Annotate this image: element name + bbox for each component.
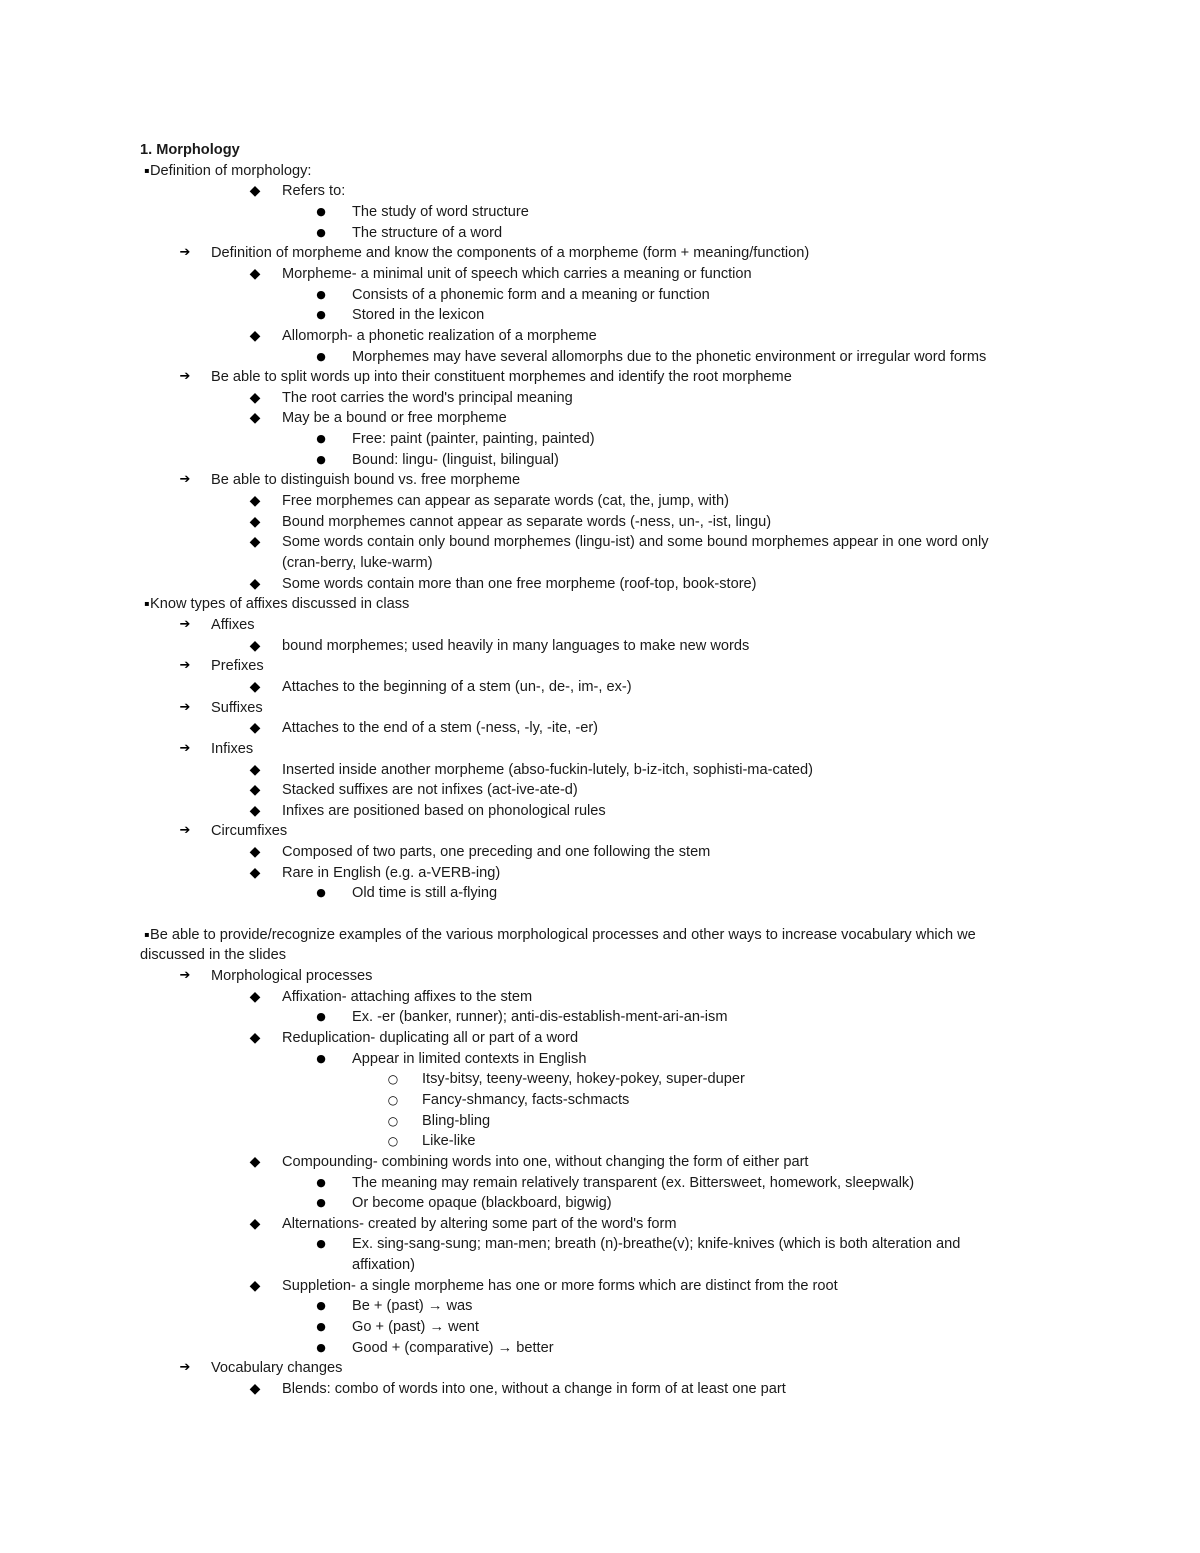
line-text: Definition of morphology: bbox=[150, 162, 312, 179]
line-text: The meaning may remain relatively transparent (ex. Bittersweet, homework, sleepwalk) bbox=[352, 1174, 915, 1191]
ring-bullet-icon: ○ bbox=[387, 1113, 399, 1128]
arrow-bullet-icon: ➔ bbox=[179, 472, 191, 488]
diamond-bullet-icon: ◆ bbox=[249, 513, 261, 530]
ring-bullet-icon: ○ bbox=[387, 1134, 399, 1149]
diamond-bullet-icon: ◆ bbox=[249, 1215, 261, 1232]
line-text: Itsy-bitsy, teeny-weeny, hokey-pokey, super-duper bbox=[422, 1071, 745, 1088]
line-text: Suppletion- a single morpheme has one or more forms which are distinct from the root bbox=[282, 1277, 838, 1294]
line-text: Prefixes bbox=[211, 658, 264, 675]
diamond-bullet-icon: ◆ bbox=[249, 493, 261, 510]
line-text: Composed of two parts, one preceding and one following the stem bbox=[282, 844, 711, 861]
diamond-bullet-icon: ◆ bbox=[249, 678, 261, 695]
line-text: Blends: combo of words into one, without a change in form of at least one part bbox=[282, 1381, 786, 1397]
line-text: Like-like bbox=[422, 1133, 476, 1150]
line-text: Bound morphemes cannot appear as separate words (-ness, un-, -ist, lingu) bbox=[282, 513, 772, 530]
arrow-bullet-icon: ➔ bbox=[179, 616, 191, 632]
arrow-bullet-icon: ➔ bbox=[179, 823, 191, 839]
line-text: Rare in English (e.g. a-VERB-ing) bbox=[282, 864, 501, 881]
arrow-bullet-icon: ➔ bbox=[179, 740, 191, 756]
line-text: Affixes bbox=[211, 616, 255, 633]
dot-bullet-icon: ● bbox=[316, 1340, 326, 1354]
line-text: affixation) bbox=[352, 1257, 416, 1274]
line-text: Infixes are positioned based on phonological rules bbox=[282, 802, 606, 819]
line-text: Bound: lingu- (linguist, bilingual) bbox=[352, 451, 559, 468]
dot-bullet-icon: ● bbox=[316, 452, 326, 466]
line-text: Some words contain more than one free morpheme (roof-top, book-store) bbox=[282, 575, 757, 592]
square-bullet-icon: ▪ bbox=[144, 929, 150, 939]
diamond-bullet-icon: ◆ bbox=[249, 575, 261, 592]
line-text: Vocabulary changes bbox=[211, 1360, 343, 1377]
line-text: Morphological processes bbox=[211, 968, 373, 984]
line-text: discussed in the slides bbox=[140, 947, 287, 964]
dot-bullet-icon: ● bbox=[316, 886, 326, 900]
line-text: Appear in limited contexts in English bbox=[352, 1050, 587, 1067]
diamond-bullet-icon: ◆ bbox=[249, 1381, 261, 1397]
arrow-bullet-icon: ➔ bbox=[179, 699, 191, 715]
line-text: Free: paint (painter, painting, painted) bbox=[352, 431, 595, 448]
diamond-bullet-icon: ◆ bbox=[249, 720, 261, 737]
line-text: Fancy-shmancy, facts-schmacts bbox=[422, 1091, 630, 1108]
dot-bullet-icon: ● bbox=[316, 1299, 326, 1313]
dot-bullet-icon: ● bbox=[316, 308, 326, 322]
line-text: Be able to distinguish bound vs. free morpheme bbox=[211, 472, 521, 489]
diamond-bullet-icon: ◆ bbox=[249, 637, 261, 654]
line-text: Bling-bling bbox=[422, 1112, 491, 1129]
diamond-bullet-icon: ◆ bbox=[249, 534, 261, 551]
line-text: Be able to split words up into their constituent morphemes and identify the root morpheme bbox=[211, 369, 792, 386]
line-text: Free morphemes can appear as separate words (cat, the, jump, with) bbox=[282, 493, 729, 510]
square-bullet-icon: ▪ bbox=[144, 165, 150, 175]
line-text: Suffixes bbox=[211, 699, 263, 716]
arrow-bullet-icon: ➔ bbox=[179, 245, 191, 261]
diamond-bullet-icon: ◆ bbox=[249, 1029, 261, 1046]
diamond-bullet-icon: ◆ bbox=[249, 988, 261, 1005]
line-text: Old time is still a-flying bbox=[352, 885, 498, 902]
line-text: Good + (comparative) → better bbox=[352, 1339, 554, 1356]
dot-bullet-icon: ● bbox=[316, 225, 326, 239]
line-text: (cran-berry, luke-warm) bbox=[282, 555, 433, 571]
square-bullet-icon: ▪ bbox=[144, 599, 150, 609]
line-text: 1. Morphology bbox=[140, 142, 240, 158]
dot-bullet-icon: ● bbox=[316, 1237, 326, 1251]
arrow-bullet-icon: ➔ bbox=[179, 369, 191, 385]
line-text: Ex. -er (banker, runner); anti-dis-establish-ment-ari-an-ism bbox=[352, 1009, 728, 1026]
line-text: Some words contain only bound morphemes (lingu-ist) and some bound morphemes appear in one word only bbox=[282, 534, 989, 551]
line-text: Morpheme- a minimal unit of speech which carries a meaning or function bbox=[282, 265, 752, 282]
line-text: Refers to: bbox=[282, 183, 346, 200]
arrow-bullet-icon: ➔ bbox=[179, 1360, 191, 1376]
arrow-bullet-icon: ➔ bbox=[179, 658, 191, 674]
line-text: Attaches to the end of a stem (-ness, -ly, -ite, -er) bbox=[282, 720, 599, 737]
line-text: Ex. sing-sang-sung; man-men; breath (n)-breathe(v); knife-knives (which is both alteration and bbox=[352, 1236, 961, 1253]
diamond-bullet-icon: ◆ bbox=[249, 761, 261, 778]
dot-bullet-icon: ● bbox=[316, 1175, 326, 1189]
dot-bullet-icon: ● bbox=[316, 1010, 326, 1024]
dot-bullet-icon: ● bbox=[316, 204, 326, 218]
dot-bullet-icon: ● bbox=[316, 432, 326, 446]
line-text: Infixes bbox=[211, 740, 254, 757]
line-text: Stacked suffixes are not infixes (act-ive-ate-d) bbox=[282, 782, 578, 799]
diamond-bullet-icon: ◆ bbox=[249, 1153, 261, 1170]
line-text: Inserted inside another morpheme (abso-fuckin-lutely, b-iz-itch, sophisti-ma-cated) bbox=[282, 761, 814, 778]
line-text: Morphemes may have several allomorphs due to the phonetic environment or irregular word forms bbox=[352, 348, 987, 365]
dot-bullet-icon: ● bbox=[316, 1320, 326, 1334]
line-text: Reduplication- duplicating all or part of a word bbox=[282, 1029, 579, 1046]
diamond-bullet-icon: ◆ bbox=[249, 327, 261, 344]
diamond-bullet-icon: ◆ bbox=[249, 864, 261, 881]
diamond-bullet-icon: ◆ bbox=[249, 782, 261, 799]
line-text: Definition of morpheme and know the components of a morpheme (form + meaning/function) bbox=[211, 245, 810, 262]
line-text: Affixation- attaching affixes to the stem bbox=[282, 988, 533, 1005]
diamond-bullet-icon: ◆ bbox=[249, 265, 261, 282]
line-text: Be + (past) → was bbox=[352, 1298, 473, 1315]
line-text: Attaches to the beginning of a stem (un-, de-, im-, ex-) bbox=[282, 678, 632, 695]
line-text: The study of word structure bbox=[352, 203, 529, 220]
dot-bullet-icon: ● bbox=[316, 1051, 326, 1065]
line-text: Or become opaque (blackboard, bigwig) bbox=[352, 1195, 612, 1212]
line-text: The root carries the word's principal meaning bbox=[282, 389, 573, 406]
line-text: Compounding- combining words into one, without changing the form of either part bbox=[282, 1153, 809, 1170]
diamond-bullet-icon: ◆ bbox=[249, 183, 261, 200]
ring-bullet-icon: ○ bbox=[387, 1072, 399, 1087]
dot-bullet-icon: ● bbox=[316, 349, 326, 363]
diamond-bullet-icon: ◆ bbox=[249, 410, 261, 427]
line-text: Know types of affixes discussed in class bbox=[150, 596, 410, 613]
ring-bullet-icon: ○ bbox=[387, 1092, 399, 1107]
diamond-bullet-icon: ◆ bbox=[249, 389, 261, 406]
line-text: Alternations- created by altering some part of the word's form bbox=[282, 1215, 677, 1232]
line-text: bound morphemes; used heavily in many languages to make new words bbox=[282, 637, 750, 654]
line-text: May be a bound or free morpheme bbox=[282, 410, 507, 427]
line-text: Allomorph- a phonetic realization of a morpheme bbox=[282, 327, 597, 344]
diamond-bullet-icon: ◆ bbox=[249, 844, 261, 861]
diamond-bullet-icon: ◆ bbox=[249, 802, 261, 819]
arrow-bullet-icon: ➔ bbox=[179, 968, 191, 983]
line-text: Circumfixes bbox=[211, 823, 288, 840]
dot-bullet-icon: ● bbox=[316, 1196, 326, 1210]
line-text: Consists of a phonemic form and a meaning or function bbox=[352, 286, 710, 303]
line-text: The structure of a word bbox=[352, 224, 503, 241]
line-text: Stored in the lexicon bbox=[352, 307, 485, 324]
dot-bullet-icon: ● bbox=[316, 287, 326, 301]
diamond-bullet-icon: ◆ bbox=[249, 1277, 261, 1294]
line-text: Go + (past) → went bbox=[352, 1319, 479, 1336]
line-text: Be able to provide/recognize examples of the various morphological processes and other ways to increase vocabulary which we bbox=[150, 926, 976, 943]
